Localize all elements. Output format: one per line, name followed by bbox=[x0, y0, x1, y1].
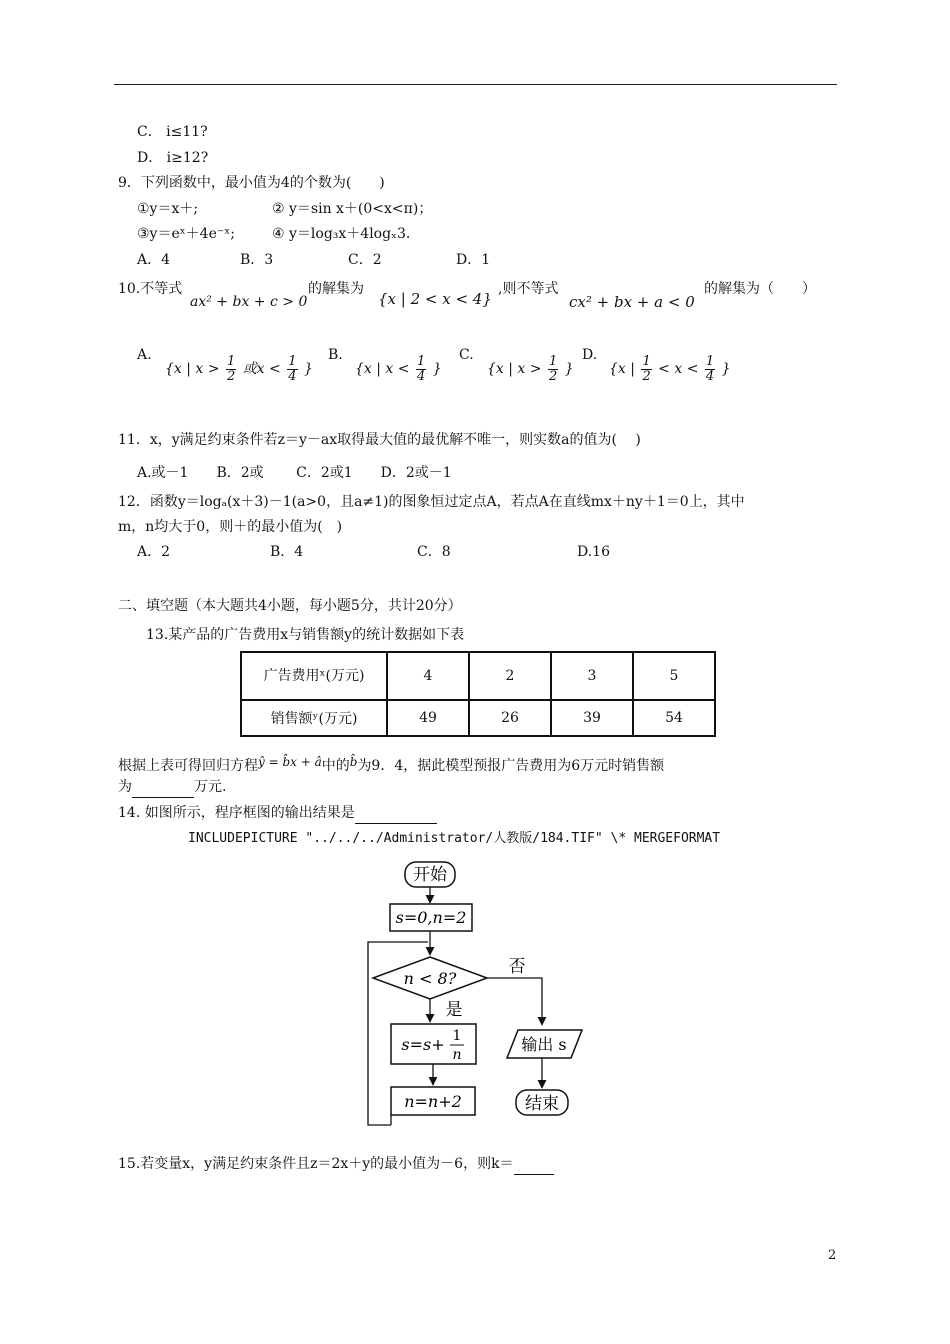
q13-text-mid: 中的 bbox=[321, 758, 350, 774]
q14-stem: 14. 如图所示，程序框图的输出结果是 bbox=[118, 805, 355, 821]
table-header-cell: 广告费用ˣ(万元) bbox=[241, 652, 387, 700]
q10-option-c-label: C. bbox=[459, 347, 474, 363]
b-hat: b̂ bbox=[349, 755, 358, 769]
table-cell: 49 bbox=[387, 700, 469, 736]
table-row bbox=[241, 652, 715, 700]
table-cell: 3 bbox=[551, 652, 633, 700]
q10-option-d-label: D. bbox=[582, 347, 598, 363]
flow-frac-num: 1 bbox=[452, 1028, 462, 1044]
q10-option-a: {x | x > $\frac{1}{2}$ 或x < $\frac{1}{4}$ } bbox=[165, 353, 313, 384]
q12-option-a: A．2 bbox=[137, 544, 171, 560]
q9-option-a: A．4 bbox=[137, 252, 171, 268]
table-cell: 39 bbox=[551, 700, 633, 736]
field-code-text: INCLUDEPICTURE "../../../Administrator/人教版/184.TIF" \* MERGEFORMAT bbox=[188, 831, 721, 846]
q15-stem-line bbox=[118, 1154, 554, 1175]
q13-text-post: 为9．4，据此模型预报广告费用为6万元时销售额 bbox=[357, 758, 665, 774]
table-cell: 2 bbox=[469, 652, 551, 700]
q11-stem: 11．x，y满足约束条件若z＝y－ax取得最大值的最优解不唯一，则实数a的值为( ) bbox=[118, 432, 641, 448]
q12-option-b: B．4 bbox=[270, 544, 304, 560]
q15-answer-blank bbox=[514, 1154, 554, 1175]
q11-options: A.或－1 B．2或 C．2或1 D．2或－1 bbox=[137, 465, 452, 481]
header-rule bbox=[114, 84, 837, 85]
q10-option-b-label: B. bbox=[328, 347, 343, 363]
q12-stem-line-1: 12．函数y＝logₐ(x＋3)－1(a>0，且a≠1)的图象恒过定点A，若点A在直线mx＋ny＋1＝0上，其中 bbox=[118, 494, 745, 510]
q9-func-1: ①y＝x＋; bbox=[137, 201, 199, 217]
q14-stem-line bbox=[118, 803, 437, 824]
table-cell: 5 bbox=[633, 652, 715, 700]
q9-option-d: D．1 bbox=[456, 252, 491, 268]
flow-decision-label: n < 8? bbox=[403, 969, 457, 988]
q10-option-d: {x | $\frac{1}{2}$ < x < $\frac{1}{4}$ } bbox=[609, 353, 731, 384]
q13-text-pre: 根据上表可得回归方程 bbox=[118, 758, 258, 774]
q13-answer-blank bbox=[132, 777, 194, 798]
flow-frac-den: n bbox=[452, 1047, 462, 1063]
q14-answer-blank bbox=[355, 803, 437, 824]
q8-option-c: C． i≤11? bbox=[137, 124, 208, 140]
q12-option-d: D.16 bbox=[577, 544, 610, 560]
flow-output-label: 输出 s bbox=[521, 1035, 567, 1054]
q10-inequality-2: cx² + bx + a < 0 bbox=[569, 293, 695, 311]
q10-option-c: {x | x > $\frac{1}{2}$ } bbox=[487, 353, 574, 384]
q9-func-2: ② y＝sin x＋(0<x<π)； bbox=[272, 201, 433, 217]
flow-start-label: 开始 bbox=[413, 865, 447, 885]
q13-text-line-2 bbox=[118, 777, 226, 798]
flow-update-n-label: n=n+2 bbox=[404, 1092, 462, 1111]
q10-inequality-1: ax² + bx + c > 0 bbox=[190, 294, 308, 310]
q10-option-b: {x | x < $\frac{1}{4}$ } bbox=[355, 353, 442, 384]
table-row bbox=[241, 700, 715, 736]
flow-no-label: 否 bbox=[508, 957, 526, 977]
table-cell: 4 bbox=[387, 652, 469, 700]
q10-suffix: 的解集为（ ） bbox=[704, 281, 816, 297]
q10-mid: 的解集为 bbox=[308, 281, 364, 297]
q9-option-c: C．2 bbox=[348, 252, 382, 268]
flowchart bbox=[360, 855, 600, 1130]
regression-equation: ŷ = b̂x + â bbox=[258, 755, 322, 769]
flow-init-label: s=0,n=2 bbox=[395, 908, 467, 927]
section-2-title: 二、填空题（本大题共4小题，每小题5分，共计20分） bbox=[118, 598, 462, 614]
q9-func-4: ④ y＝log₃x＋4logₓ3. bbox=[272, 226, 411, 242]
q9-option-b: B．3 bbox=[240, 252, 274, 268]
flow-update-s-label: s=s+ bbox=[401, 1035, 445, 1054]
q13-text2-pre: 为 bbox=[118, 779, 132, 795]
flow-no-arrow bbox=[487, 978, 542, 1025]
q13-data-table bbox=[240, 651, 716, 737]
q13-text2-post: 万元. bbox=[194, 779, 227, 795]
flow-yes-label: 是 bbox=[445, 1000, 463, 1020]
table-cell: 26 bbox=[469, 700, 551, 736]
q10-option-a-label: A. bbox=[137, 347, 152, 363]
q8-option-d: D． i≥12? bbox=[137, 150, 209, 166]
table-header-cell: 销售额ʸ(万元) bbox=[241, 700, 387, 736]
q10-solution-set: {x | 2 < x < 4} bbox=[378, 290, 492, 308]
q13-stem: 13.某产品的广告费用x与销售额y的统计数据如下表 bbox=[146, 627, 465, 643]
q12-stem-line-2: m，n均大于0，则＋的最小值为( ) bbox=[118, 519, 343, 535]
q12-option-c: C．8 bbox=[417, 544, 451, 560]
q15-stem: 15.若变量x，y满足约束条件且z＝2x＋y的最小值为－6，则k＝ bbox=[118, 1156, 514, 1172]
table-cell: 54 bbox=[633, 700, 715, 736]
q13-text-line-1 bbox=[118, 752, 664, 776]
flow-end-label: 结束 bbox=[525, 1094, 559, 1114]
q10-prefix: 10.不等式 bbox=[118, 281, 183, 297]
page-number: 2 bbox=[828, 1248, 837, 1263]
q10-mid2: ,则不等式 bbox=[498, 281, 559, 297]
q9-func-3: ③y＝eˣ＋4e⁻ˣ; bbox=[137, 226, 235, 242]
q9-stem: 9．下列函数中，最小值为4的个数为( ) bbox=[118, 175, 385, 191]
